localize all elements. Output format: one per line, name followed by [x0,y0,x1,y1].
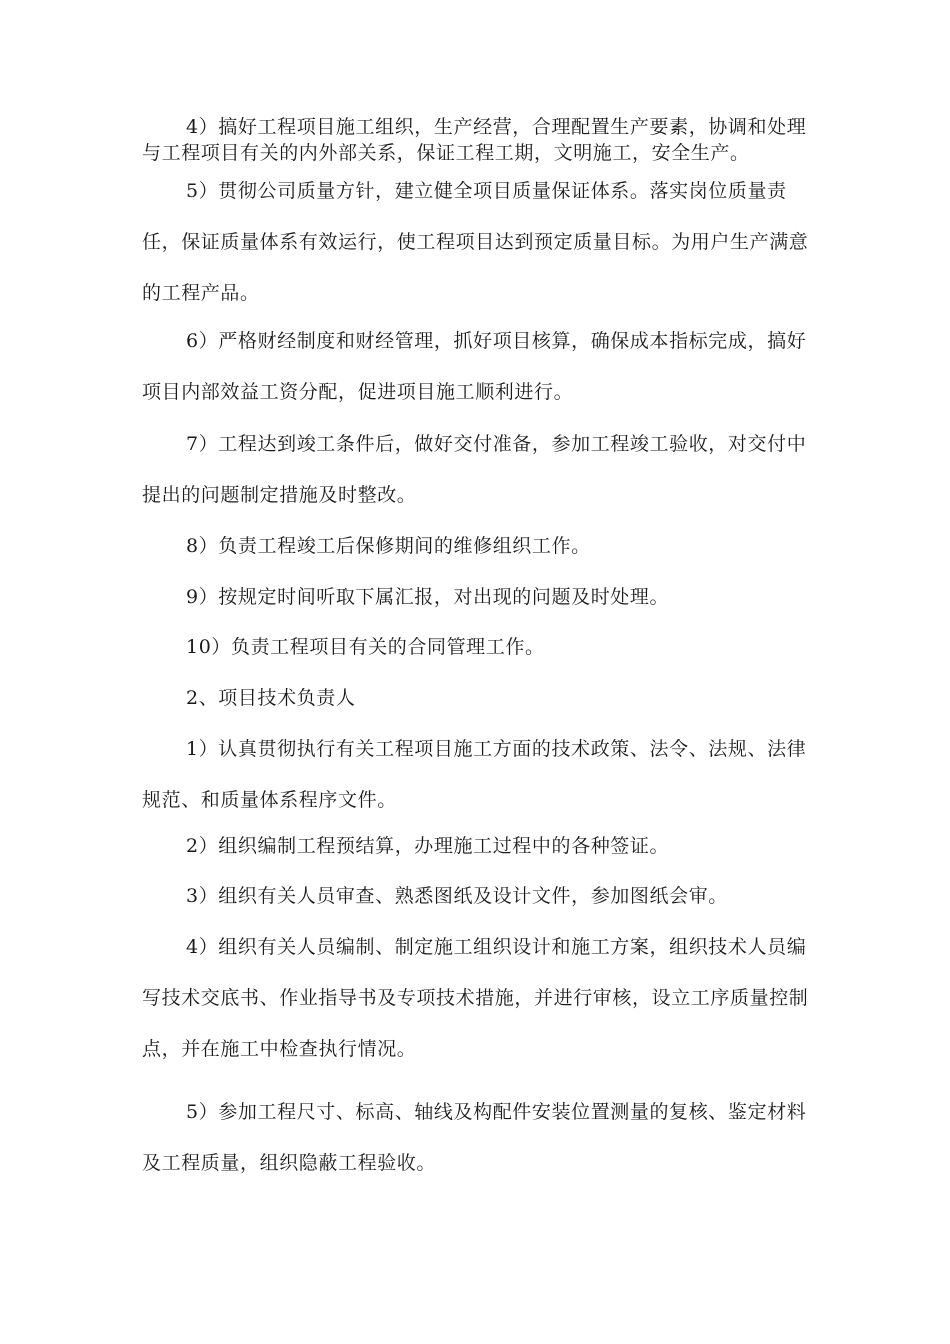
paragraph-3: 6）严格财经制度和财经管理，抓好项目核算，确保成本指标完成，搞好项目内部效益工资分配，促进项目施工顺利进行。 [142,330,807,403]
paragraph-6: 9）按规定时间听取下属汇报，对出现的问题及时处理。 [186,586,670,608]
paragraph-8: 1）认真贯彻执行有关工程项目施工方面的技术政策、法令、法规、法律规范、和质量体系程序文件。 [142,738,807,811]
paragraph-10: 3）组织有关人员审查、熟悉图纸及设计文件，参加图纸会审。 [186,885,728,907]
paragraph-11: 4）组织有关人员编制、制定施工组织设计和施工方案，组织技术人员编写技术交底书、作业指导书及专项技术措施，并进行审核，设立工序质量控制点，并在施工中检查执行情况。 [142,936,809,1060]
paragraph-12: 5）参加工程尺寸、标高、轴线及构配件安装位置测量的复核、鉴定材料及工程质量，组织隐蔽工程验收。 [142,1101,807,1174]
paragraph-7: 10）负责工程项目有关的合同管理工作。 [186,636,545,658]
paragraph-9: 2）组织编制工程预结算，办理施工过程中的各种签证。 [186,835,670,857]
paragraph-1: 4）搞好工程项目施工组织，生产经营，合理配置生产要素，协调和处理与工程项目有关的内外部关系，保证工程工期，文明施工，安全生产。 [142,116,807,164]
paragraph-5: 8）负责工程竣工后保修期间的维修组织工作。 [186,535,591,557]
paragraph-4: 7）工程达到竣工条件后，做好交付准备，参加工程竣工验收，对交付中提出的问题制定措施及时整改。 [142,433,807,506]
section-heading: 2、项目技术负责人 [186,687,356,709]
paragraph-2: 5）贯彻公司质量方针，建立健全项目质量保证体系。落实岗位质量责任，保证质量体系有效运行，使工程项目达到预定质量目标。为用户生产满意的工程产品。 [142,180,809,304]
